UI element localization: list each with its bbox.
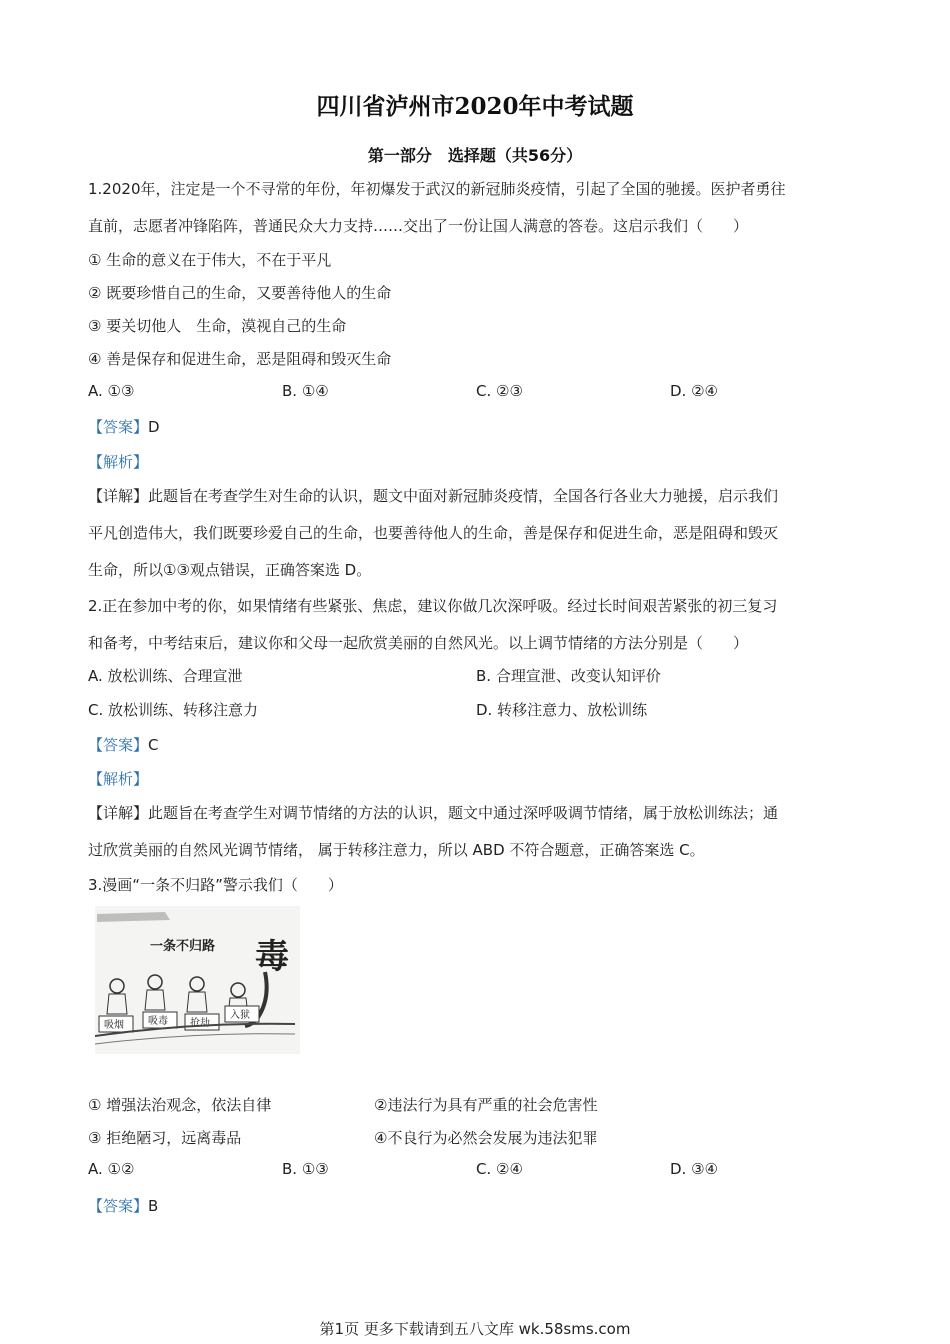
answer-tag: 【答案】 [88, 1197, 149, 1215]
q3-item-4: ④不良行为必然会发展为违法犯罪 [374, 1129, 598, 1147]
answer-tag: 【答案】 [88, 418, 149, 436]
q3-item-2: ②违法行为具有严重的社会危害性 [374, 1096, 598, 1114]
q1-detail-line2: 平凡创造伟大，我们既要珍爱自己的生命，也要善待他人的生命，善是保存和促进生命，恶是阻碍和毁灭 [88, 524, 779, 542]
q3-answer-row [88, 1195, 158, 1216]
q2-stem-line2: 和备考，中考结束后，建议你和父母一起欣赏美丽的自然风光。以上调节情绪的方法分别是（ ） [88, 634, 749, 652]
q1-item-1: ① 生命的意义在于伟大，不在于平凡 [88, 251, 332, 269]
q2-stem-line1: 2.正在参加中考的你，如果情绪有些紧张、焦虑，建议你做几次深呼吸。经过长时间艰苦紧张的初三复习 [88, 597, 778, 615]
q1-option-b: B. ①④ [282, 382, 329, 400]
q1-answer: D [148, 418, 160, 436]
q2-option-a: A. 放松训练、合理宣泄 [88, 667, 243, 685]
q3-stem: 3.漫画“一条不归路”警示我们（ ） [88, 876, 343, 894]
q1-stem-line1: 1.2020年，注定是一个不寻常的年份，年初爆发于武汉的新冠肺炎疫情，引起了全国的驰援。医护者勇往 [88, 180, 786, 198]
q2-detail-text1: 此题旨在考查学生对调节情绪的方法的认识，题文中通过深呼吸调节情绪，属于放松训练法；通 [148, 804, 779, 822]
q1-item-4: ④ 善是保存和促进生命，恶是阻碍和毁灭生命 [88, 350, 392, 368]
answer-tag: 【答案】 [88, 736, 149, 754]
q1-item-3: ③ 要关切他人 生命，漠视自己的生命 [88, 317, 347, 335]
q1-option-a: A. ①③ [88, 382, 135, 400]
q1-detail-line3: 生命，所以①③观点错误，正确答案选 D。 [88, 561, 372, 579]
q1-detail-line1 [88, 485, 778, 506]
q1-answer-row [88, 416, 160, 437]
q2-detail-line1 [88, 802, 778, 823]
comic-sign-2-label: 吸毒 [148, 1016, 168, 1027]
q2-option-b: B. 合理宣泄、改变认知评价 [476, 667, 661, 685]
detail-tag: 【详解】 [88, 804, 149, 822]
comic-caption: 一条不归路 [150, 939, 216, 954]
q2-answer: C [148, 736, 159, 754]
q3-item-3: ③ 拒绝陋习，远离毒品 [88, 1129, 242, 1147]
comic-sign-4-label: 入狱 [230, 1010, 250, 1021]
q1-option-c: C. ②③ [476, 382, 523, 400]
q3-option-b: B. ①③ [282, 1160, 329, 1178]
q3-option-d: D. ③④ [670, 1160, 718, 1178]
q2-detail-line2: 过欣赏美丽的自然风光调节情绪， 属于转移注意力，所以 ABD 不符合题意，正确答案选 C。 [88, 841, 705, 859]
comic-poison-character: 毒 [255, 937, 289, 977]
section-heading: 第一部分 选择题（共56分） [367, 146, 583, 165]
page-title: 四川省泸州市2020年中考试题 [316, 93, 634, 120]
detail-tag: 【详解】 [88, 487, 149, 505]
q1-detail-text1: 此题旨在考查学生对生命的认识，题文中面对新冠肺炎疫情，全国各行各业大力驰援，启示我们 [148, 487, 779, 505]
page-footer: 第1页 更多下载请到五八文库 wk.58sms.com [319, 1320, 631, 1338]
q1-analysis-tag: 【解析】 [88, 453, 149, 471]
q1-stem-line2: 直前，志愿者冲锋陷阵，普通民众大力支持……交出了一份让国人满意的答卷。这启示我们（ ） [88, 217, 749, 235]
q3-option-a: A. ①② [88, 1160, 135, 1178]
q3-item-1: ① 增强法治观念，依法自律 [88, 1096, 272, 1114]
q2-analysis-tag: 【解析】 [88, 770, 149, 788]
q1-item-2: ② 既要珍惜自己的生命，又要善待他人的生命 [88, 284, 392, 302]
q3-answer: B [148, 1197, 159, 1215]
comic-sign-3-label: 抢劫 [190, 1018, 210, 1029]
q3-option-c: C. ②④ [476, 1160, 523, 1178]
q2-option-c: C. 放松训练、转移注意力 [88, 701, 259, 719]
q2-option-d: D. 转移注意力、放松训练 [476, 701, 648, 719]
comic-illustration [95, 906, 300, 1054]
comic-sign-1-label: 吸烟 [104, 1020, 124, 1031]
q2-answer-row [88, 734, 159, 755]
q1-option-d: D. ②④ [670, 382, 718, 400]
